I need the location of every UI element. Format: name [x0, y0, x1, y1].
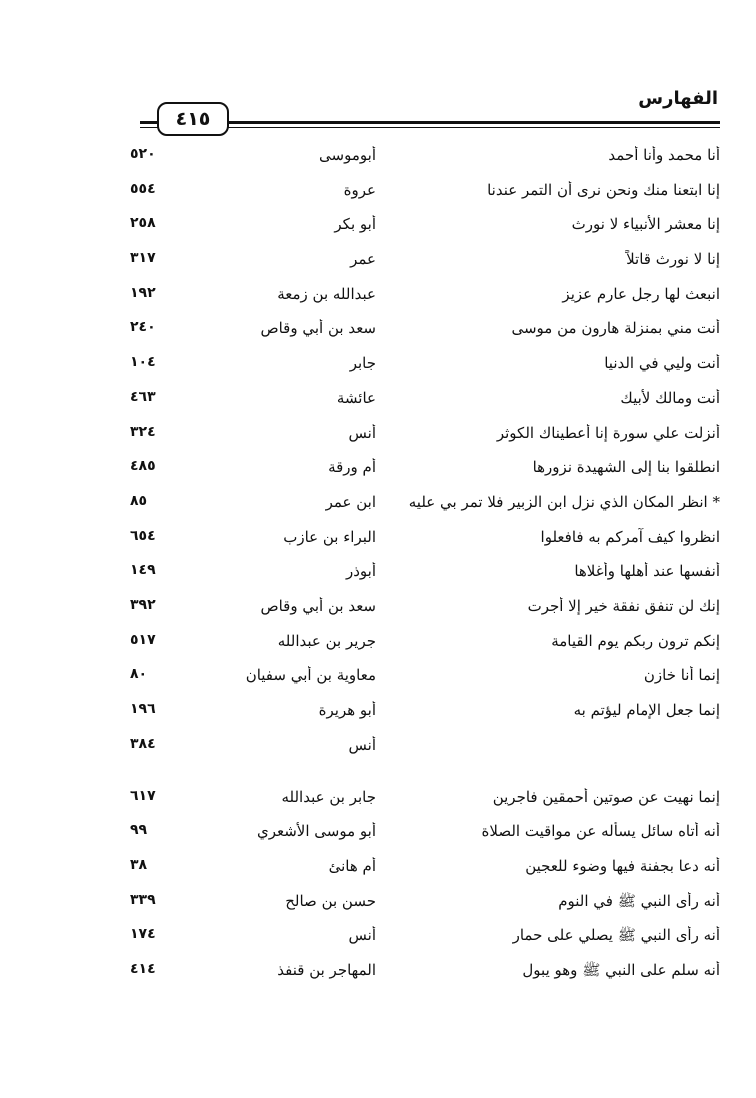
narrator-name: البراء بن عازب: [283, 527, 376, 546]
index-row: [0, 626, 756, 661]
page-reference: ٦٥٤: [130, 527, 156, 544]
narrator-name: المهاجر بن قنفذ: [277, 961, 376, 980]
hadith-text: إنما جعل الإمام ليؤتم به: [573, 701, 720, 719]
hadith-text: أنه سلم على النبي ﷺ وهو يبول: [522, 961, 720, 980]
index-row: [0, 452, 756, 487]
narrator-name: جرير بن عبدالله: [277, 631, 376, 650]
index-row: [0, 660, 756, 695]
hadith-text: انظروا كيف آمركم به فافعلوا: [540, 527, 720, 546]
narrator-name: سعد بن أبي وقاص: [260, 596, 376, 615]
hadith-text: أنت مني بمنزلة هارون من موسى: [511, 319, 720, 338]
page-reference: ٣٩٢: [130, 596, 156, 613]
hadith-text: انبعث لها رجل عارم عزيز: [562, 284, 720, 303]
index-row: [0, 695, 756, 730]
page-reference: ١٩٦: [130, 701, 156, 717]
hadith-text: انطلقوا بنا إلى الشهيدة نزورها: [532, 458, 720, 477]
hadith-text: أنا محمد وأنا أحمد: [608, 146, 720, 164]
narrator-name: أبوموسى: [319, 146, 376, 164]
page-reference: ٣٢٤: [130, 423, 156, 440]
hadith-text: إنا معشر الأنبياء لا نورث: [571, 215, 720, 234]
index-row: [0, 279, 756, 314]
page-reference: ١٧٤: [130, 926, 156, 943]
page-reference: ٣٣٩: [130, 891, 156, 908]
index-row: [0, 383, 756, 418]
index-row: [0, 851, 756, 886]
hadith-text: إنما نهيت عن صوتين أحمقين فاجرين: [492, 787, 720, 806]
page-reference: ١٩٢: [130, 284, 156, 301]
hadith-text: * انظر المكان الذي نزل ابن الزبير فلا تمر بي عليه: [408, 492, 720, 511]
narrator-name: أبو موسى الأشعري: [256, 822, 376, 841]
index-row: [0, 920, 756, 955]
hadith-text: أنه أتاه سائل يسأله عن مواقيت الصلاة: [481, 822, 720, 841]
index-row: [0, 782, 756, 817]
page-reference: ٢٤٠: [130, 319, 156, 336]
hadith-text: إنكم ترون ربكم يوم القيامة: [551, 631, 720, 650]
narrator-name: حسن بن صالح: [285, 891, 376, 910]
index-row: [0, 175, 756, 210]
narrator-name: أم ورقة: [328, 458, 376, 477]
page-reference: ٢٥٨: [130, 215, 156, 232]
page-reference: ٥١٧: [130, 631, 156, 648]
hadith-text: إنا لا نورث قاتلاً: [626, 250, 720, 269]
index-row: [0, 209, 756, 244]
hadith-text: إنما أنا خازن: [643, 666, 720, 685]
page-reference: ٤١٤: [130, 961, 156, 978]
narrator-name: سعد بن أبي وقاص: [260, 319, 376, 338]
index-row: [0, 348, 756, 383]
hadith-text: أنزلت علي سورة إنا أعطيناك الكوثر: [496, 423, 720, 442]
hadith-text: أنفسها عند أهلها وأغلاها: [574, 562, 720, 581]
narrator-name: جابر: [349, 354, 376, 373]
narrator-name: ابن عمر: [325, 492, 376, 511]
hadith-text: أنه رأى النبي ﷺ يصلي على حمار: [512, 926, 720, 945]
index-row: [0, 955, 756, 990]
narrator-name: أبوذر: [345, 562, 376, 581]
narrator-name: أنس: [348, 926, 376, 945]
narrator-name: معاوية بن أبي سفيان: [245, 666, 376, 685]
page-reference: ٨٥: [130, 492, 148, 509]
page-reference: ٨٠: [130, 666, 148, 683]
index-row: [0, 140, 756, 175]
page-reference: ٣٨: [130, 857, 148, 874]
index-row: [0, 591, 756, 626]
page-reference: ٤٨٥: [130, 458, 156, 475]
index-row: [0, 730, 756, 782]
hadith-text: إنك لن تنفق نفقة خير إلا أجرت: [527, 596, 720, 615]
narrator-name: عروة: [343, 180, 376, 199]
hadith-text: أنت ومالك لأبيك: [620, 388, 720, 407]
page-reference: ٦١٧: [130, 787, 156, 804]
hadith-text: أنه رأى النبي ﷺ في النوم: [558, 891, 720, 910]
page-reference: ٥٢٠: [130, 146, 156, 162]
page-number-badge: [157, 102, 229, 136]
page-number: ٤١٥: [175, 108, 211, 130]
narrator-name: أم هانئ: [328, 857, 376, 876]
index-row: [0, 816, 756, 851]
narrator-name: جابر بن عبدالله: [281, 787, 376, 806]
page-reference: ٣١٧: [130, 250, 156, 267]
index-row: [0, 556, 756, 591]
narrator-name: عمر: [350, 250, 376, 269]
page-reference: ١٠٤: [130, 354, 156, 371]
narrator-name: أبو بكر: [334, 215, 376, 234]
page-reference: ٤٦٣: [130, 388, 156, 405]
index-row: [0, 418, 756, 453]
index-row: [0, 886, 756, 921]
narrator-name: أبو هريرة: [318, 701, 376, 719]
index-row: [0, 244, 756, 279]
index-row: [0, 522, 756, 557]
page-reference: ١٤٩: [130, 562, 156, 579]
index-row: [0, 487, 756, 522]
hadith-text: أنه دعا بجفنة فيها وضوء للعجين: [525, 857, 720, 876]
page-reference: ٣٨٤: [130, 735, 156, 752]
index-row: [0, 313, 756, 348]
hadith-text: إنا ابتعنا منك ونحن نرى أن التمر عندنا: [487, 180, 720, 199]
narrator-name: أنس: [348, 735, 376, 754]
page-reference: ٥٥٤: [130, 180, 156, 197]
hadith-index-list: [0, 140, 756, 990]
hadith-text: أنت وليي في الدنيا: [604, 354, 720, 373]
narrator-name: عائشة: [336, 388, 376, 407]
page-reference: ٩٩: [130, 822, 148, 839]
narrator-name: أنس: [348, 423, 376, 442]
section-title: الفهارس: [638, 88, 718, 109]
narrator-name: عبدالله بن زمعة: [277, 284, 376, 303]
